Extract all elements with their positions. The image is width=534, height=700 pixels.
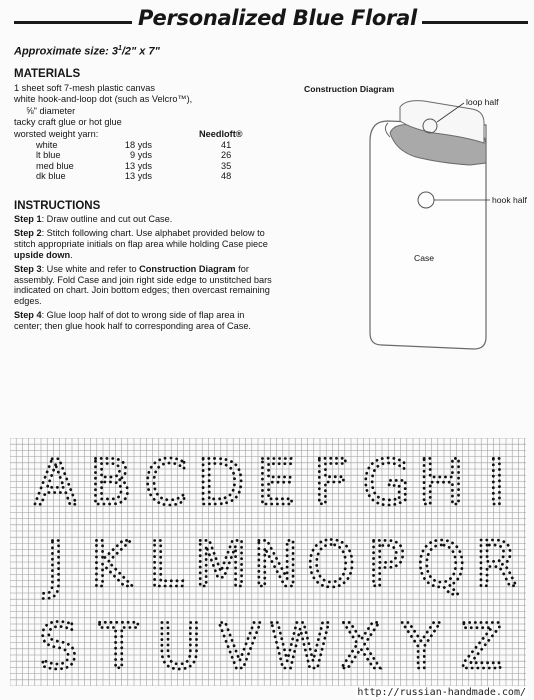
construction-diagram (360, 95, 500, 357)
page-title: Personalized Blue Floral (138, 6, 417, 30)
alphabet-letter: N (252, 528, 300, 601)
alphabet-letter: R (474, 528, 518, 601)
material-item: tacky craft glue or hot glue (14, 117, 122, 128)
case-label: Case (414, 253, 435, 263)
alphabet-letter: X (339, 610, 382, 683)
approximate-size: Approximate size: $3^1/2$" x 7" (14, 45, 160, 58)
material-item: ⅝" diameter (26, 105, 76, 116)
alphabet-letter: F (313, 446, 349, 519)
alphabet-letter: L (148, 528, 184, 601)
alphabet-letter: J (46, 528, 65, 601)
alphabet-chart (10, 438, 526, 686)
alphabet-letter: Q (416, 528, 466, 601)
instructions-heading: INSTRUCTIONS (14, 200, 101, 212)
hook-half-label: hook half (492, 195, 527, 205)
instructions-list (14, 214, 272, 335)
alphabet-letter: A (34, 446, 77, 519)
alphabet-letter: C (144, 446, 188, 519)
material-item: 1 sheet soft 7-mesh plastic canvas (14, 83, 155, 93)
alphabet-letter: D (197, 446, 245, 519)
alphabet-letter: P (367, 528, 405, 601)
alphabet-letter: K (90, 528, 132, 601)
yarn-row: lt blue 9 yds 26 (36, 150, 232, 161)
alphabet-letter: W (269, 610, 331, 683)
alphabet-letter: G (362, 446, 411, 519)
alphabet-letter: O (306, 528, 356, 601)
alphabet-letter: B (89, 446, 132, 519)
diagram-title: Construction Diagram (304, 84, 395, 94)
materials-list (14, 83, 274, 129)
alphabet-letter: S (38, 610, 78, 683)
alphabet-letter: H (418, 446, 465, 519)
alphabet-letter: Y (402, 610, 441, 683)
yarn-row: med blue 13 yds 35 (36, 160, 232, 171)
yarn-table (14, 129, 243, 182)
alphabet-letter: V (218, 610, 261, 683)
title-rule-right (422, 21, 528, 24)
title-rule-left (14, 21, 132, 24)
materials-heading: MATERIALS (14, 68, 81, 80)
loop-half-label: loop half (466, 97, 499, 107)
source-watermark: http://russian-handmade.com/ (357, 687, 526, 698)
alphabet-letter: I (487, 446, 506, 519)
step-4: Step 4: Glue loop half of dot to wrong side of flap area in center; then glue hook half to corresponding area of Case. (14, 310, 251, 332)
yarn-intro: worsted weight yarn: (14, 129, 99, 139)
alphabet-letter: E (256, 446, 296, 519)
alphabet-letter: T (99, 610, 138, 683)
material-item: white hook-and-loop dot (such as Velcro™), (14, 94, 193, 105)
step-2: Step 2: Stitch following chart. Use alphabet provided below to stitch appropriate initials on flap area while holding Case piece upside down. (14, 227, 268, 260)
step-1: Step 1: Draw outline and cut out Case. (14, 214, 173, 224)
needloft-brand: Needloft® (199, 129, 243, 139)
alphabet-letter: U (156, 610, 202, 683)
yarn-row: dk blue 13 yds 48 (36, 171, 232, 182)
yarn-row: white 18 yds 41 (36, 139, 232, 150)
alphabet-letter: Z (460, 610, 503, 683)
alphabet-letter: M (194, 528, 248, 601)
step-3: Step 3: Use white and refer to Construction Diagram for assembly. Fold Case and join right side edge to unstitched bars indicated on chart. Join bottom edges; then overcast remaining edges. (14, 263, 272, 307)
